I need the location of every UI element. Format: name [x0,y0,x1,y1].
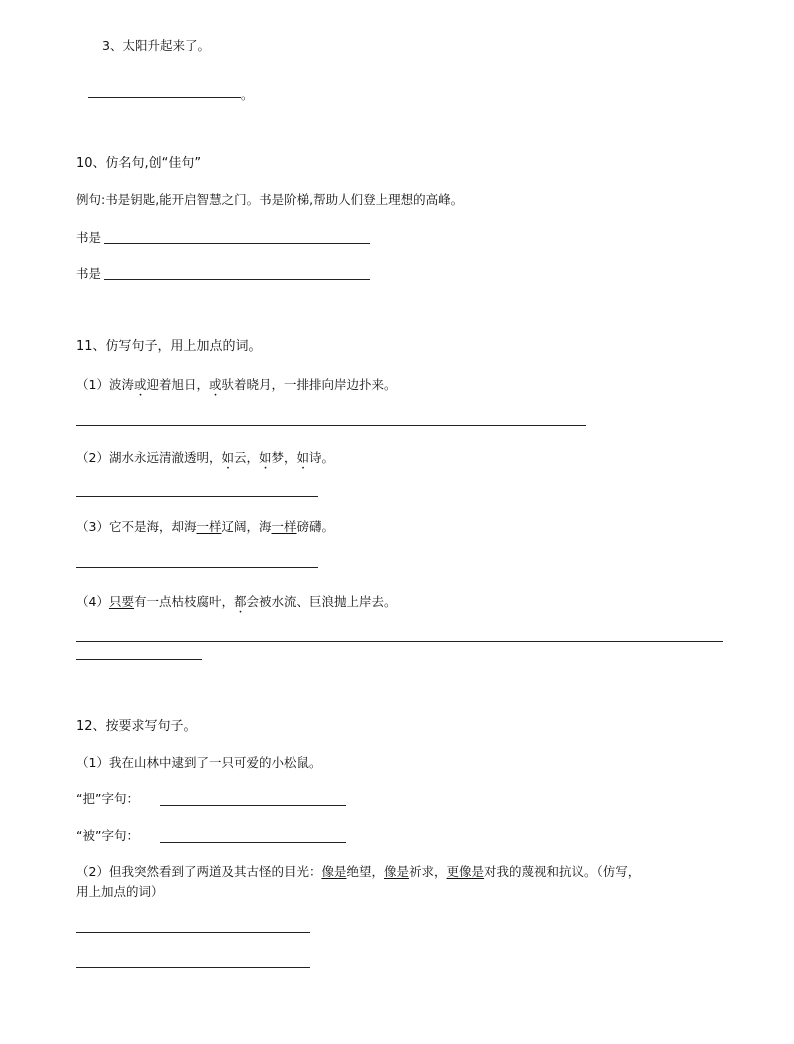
q11-item3-part-c: 辽阔，海 [221,519,272,534]
q11-item2-part-a: 湖水永远清澈透明， [108,450,222,465]
q11-item4-answer-line-1[interactable] [76,641,723,642]
q11-item4-underlined-1: 只要 [108,594,134,609]
q10-answer-line-2[interactable] [104,279,370,280]
q10-title: 10、仿名句,创“佳句” [76,156,202,171]
q9-item3-answer-line[interactable] [88,97,241,98]
q12-item2-answer-line-2[interactable] [76,967,310,968]
q11-item2-emph-1: 如 [221,450,234,465]
q10-example: 例句:书是钥匙,能开启智慧之门。书是阶梯,帮助人们登上理想的高峰。 [76,192,464,207]
q12-item1-sentence: （1）我在山林中逮到了一只可爱的小松鼠。 [76,755,322,770]
q11-item4-part-b: 有一点枯枝腐叶， [133,594,234,609]
q11-item1-sentence [76,377,397,399]
q12-ba-label: “把”字句： [76,791,139,806]
q11-item2-emph-2: 如 [259,450,272,465]
q12-ba-answer-line[interactable] [160,805,346,806]
q11-item2-emph-3: 如 [296,450,310,465]
q11-item3-num: （3） [76,519,109,534]
q12-item2-answer-line-1[interactable] [76,932,310,933]
q11-item2-num: （2） [76,450,109,465]
q11-item3-part-a: 它不是海，却海 [108,519,197,534]
q12-item2-underlined-1: 像是 [321,864,347,879]
q12-item2-underlined-3: 更像是 [446,864,485,879]
q11-item3-part-e: 磅礴。 [296,519,335,534]
q10-prompt-2: 书是 [76,266,102,281]
q12-item2-sentence-line2: 用上加点的词） [76,884,164,899]
q10-prompt-1: 书是 [76,230,102,245]
q12-item2-part-g: 对我的蔑视和抗议。（仿写， [484,864,641,879]
q11-item2-answer-line[interactable] [76,496,318,497]
q11-item4-part-d: 会被水流、巨浪抛上岸去。 [246,594,397,609]
q11-item4-emph-1: 都 [233,594,247,609]
q11-item2-part-g: 诗。 [309,450,335,465]
q11-item1-part-e: 驮着晓月，一排排向岸边扑来。 [221,377,397,392]
q11-item1-emph-2: 或 [209,377,222,392]
q11-item2-part-e: 梦， [271,450,297,465]
q10-answer-line-1[interactable] [104,243,370,244]
q12-item2-part-a: （2）但我突然看到了两道及其古怪的目光： [76,864,322,879]
q11-item4-num: （4） [76,594,109,609]
q12-item2-part-e: 祈求， [409,864,447,879]
q11-title: 11、仿写句子，用上加点的词。 [76,339,262,354]
q11-item3-answer-line[interactable] [76,567,318,568]
q12-item2-part-c: 绝望， [346,864,384,879]
q12-item2-sentence [76,866,640,879]
q11-item1-emph-1: 或 [133,377,147,392]
q11-item1-part-c: 迎着旭日， [146,377,209,392]
q11-item2-part-c: 云， [233,450,259,465]
q11-item1-answer-line[interactable] [76,425,586,426]
q12-bei-answer-line[interactable] [160,842,346,843]
q12-bei-label: “被”字句： [76,828,139,843]
q11-item2-sentence [76,450,334,472]
q11-item4-sentence [76,594,397,616]
q12-title: 12、按要求写句子。 [76,719,197,734]
q12-item2-underlined-2: 像是 [384,864,410,879]
q11-item3-underlined-1: 一样 [196,519,222,534]
q9-item3-end-mark: 。 [241,87,254,102]
q9-item3-text: 3、太阳升起来了。 [102,38,210,53]
q11-item3-underlined-2: 一样 [271,519,297,534]
q11-item1-num: （1） [76,377,109,392]
q11-item4-answer-line-2[interactable] [76,659,202,660]
q11-item1-part-a: 波涛 [108,377,134,392]
q11-item3-sentence [76,521,334,534]
